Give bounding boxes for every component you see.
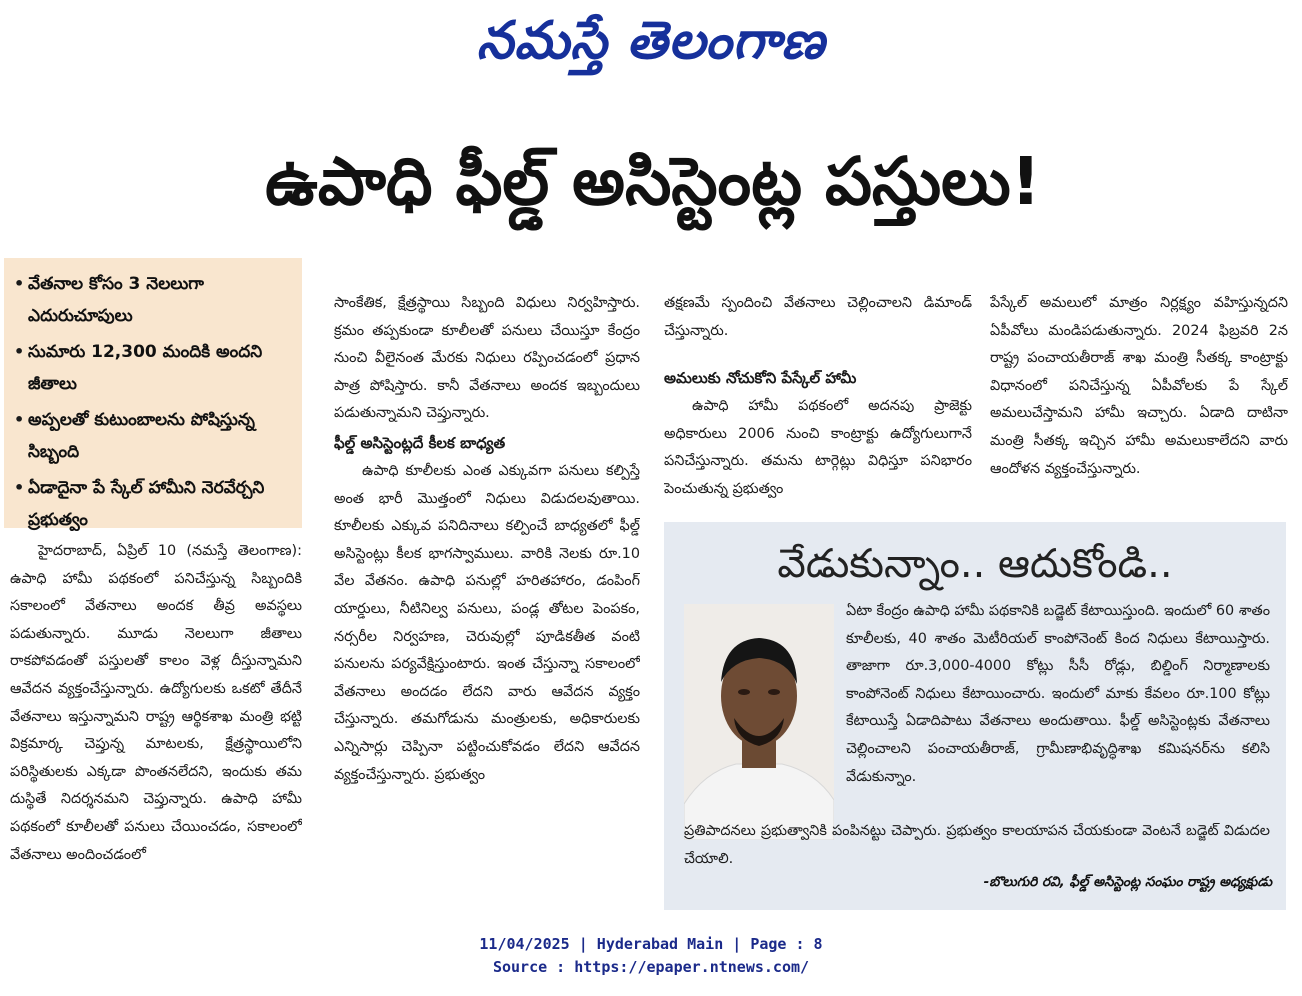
- footer-source-link[interactable]: Source : https://epaper.ntnews.com/: [492, 958, 810, 976]
- article-column-1: [10, 538, 302, 890]
- portrait-photo: [684, 604, 834, 840]
- bullet-icon: •: [14, 342, 25, 361]
- bullet-icon: •: [14, 274, 25, 293]
- box-paragraph: ఏటా కేంద్రం ఉపాధి హామీ పథకానికి బడ్జెట్ కేటాయిస్తుంది. ఇందులో 60 శాతం కూలీలకు, 40 శాతం మెటీరియల్ కాంపోనెంట్ కింద నిధులు కేటాయిస్తారు. తాజాగా రూ.3,000-4000 కోట్లు సీసీ రోడ్లు, బిల్డింగ్ నిర్మాణాలకు కాంపోనెంట్ నిధులు కేటాయించారు. ఇందులో మాకు కేవలం రూ.100 కోట్లు కేటాయిస్తే ఏడాదిపాటు వేతనాలు అందుతాయి. ఫీల్డ్ అసిస్టెంట్లకు వేతనాలు చెల్లించాలని పంచాయతీరాజ్, గ్రామీణాభివృద్ధిశాఖ కమిషనర్‌ను కలిసి వేడుకున్నాం.: [846, 603, 1270, 785]
- highlight-item: [14, 472, 294, 536]
- bullet-icon: •: [14, 478, 25, 497]
- person-portrait-icon: [684, 604, 834, 840]
- highlight-text: సుమారు 12,300 మందికి అందని జీతాలు: [28, 342, 263, 394]
- article-column-2: [334, 290, 640, 900]
- article-paragraph: తక్షణమే స్పందించి వేతనాలు చెల్లించాలని డిమాండ్ చేస్తున్నారు.: [664, 295, 972, 339]
- article-paragraph: ఉపాధి హామీ పథకంలో అదనపు ప్రాజెక్టు అధికారులు 2006 నుంచి కాంట్రాక్టు ఉద్యోగులుగానే పనిచేస్తున్నారు. తమను టార్గెట్లు విధిస్తూ పనిభారం పెంచుతున్న ప్రభుత్వం: [664, 398, 972, 497]
- article-paragraph: పేస్కేల్ అమలులో మాత్రం నిర్లక్ష్యం వహిస్తున్నదని ఏపీవోలు మండిపడుతున్నారు. 2024 ఫిబ్రవరి 2న రాష్ట్ర పంచాయతీరాజ్ శాఖ మంత్రి సీతక్క కాంట్రాక్టు విధానంలో పనిచేస్తున్న ఏపీవోలకు పే స్కేల్ అమలుచేస్తామని హామీ ఇచ్చారు. ఏడాది దాటినా మంత్రి సీతక్క ఇచ్చిన హామీ అమలుకాలేదని వారు ఆందోళన వ్యక్తంచేస్తున్నారు.: [990, 295, 1288, 477]
- highlight-text: ఏడాదైనా పే స్కేల్ హామీని నెరవేర్చని ప్రభుత్వం: [28, 478, 265, 530]
- headline: ఉపాధి ఫీల్డ్ అసిస్టెంట్ల పస్తులు!: [265, 143, 1041, 220]
- highlight-text: అప్పలతో కుటుంబాలను పోషిస్తున్న సిబ్బంది: [28, 410, 255, 462]
- bullet-icon: •: [14, 410, 25, 429]
- article-column-4: [990, 290, 1288, 516]
- quote-box: [664, 522, 1286, 910]
- highlight-item: [14, 336, 294, 400]
- highlight-item: [14, 268, 294, 332]
- article-column-3: [664, 290, 972, 516]
- highlight-item: [14, 404, 294, 468]
- article-paragraph: సాంకేతిక, క్షేత్రస్థాయి సిబ్బంది విధులు నిర్వహిస్తారు. క్రమం తప్పకుండా కూలీలతో పనులు చేయిస్తూ కేంద్రం నుంచి వీలైనంత మేరకు నిధులు రప్పించడంలో ప్రధాన పాత్ర పోషిస్తారు. కానీ వేతనాలు అందక ఇబ్బందులు పడుతున్నామని చెప్తున్నారు.: [334, 295, 640, 422]
- article-paragraph: హైదరాబాద్, ఏప్రిల్ 10 (నమస్తే తెలంగాణ): ఉపాధి హామీ పథకంలో పనిచేస్తున్న సిబ్బందికి సకాలంలో వేతనాలు అందక తీవ్ర అవస్థలు పడుతున్నారు. మూడు నెలలుగా జీతాలు రాకపోవడంతో పస్తులతో కాలం వెళ్ల దీస్తున్నామని ఆవేదన వ్యక్తంచేస్తున్నారు. ఉద్యోగులకు ఒకటో తేదీనే వేతనాలు ఇస్తున్నామని రాష్ట్ర ఆర్థికశాఖ మంత్రి భట్టి విక్రమార్క చెప్తున్న మాటలకు, క్షేత్రస్థాయిలోని పరిస్థితులకు ఎక్కడా పొంతనలేదని, ఇందుకు తమ దుస్థితే నిదర్శనమని చెప్తున్నారు. ఉపాధి హామీ పథకంలో కూలీలతో పనులు చేయించడం, సకాలంలో వేతనాలు అందించడంలో: [10, 543, 302, 863]
- box-title: వేడుకున్నాం.. ఆదుకోండి..: [777, 541, 1173, 587]
- article-paragraph: ఉపాధి కూలీలకు ఎంత ఎక్కువగా పనులు కల్పిస్తే అంత భారీ మొత్తంలో నిధులు విడుదలవుతాయి. కూలీలకు ఎక్కువ పనిదినాలు కల్పించే బాధ్యతలో ఫీల్డ్ అసిస్టెంట్లు కీలక భాగస్వాములు. వారికి నెలకు రూ.10 వేల వేతనం. ఉపాధి పనుల్లో హరితహారం, డంపింగ్ యార్డులు, నీటినిల్వ పనులు, పండ్ల తోటల పెంపకం, నర్సరీల నిర్వహణ, చెరువుల్లో పూడికతీత వంటి పనులను పర్యవేక్షిస్తుంటారు. ఇంత చేస్తున్నా సకాలంలో వేతనాలు అందడం లేదని వారు ఆవేదన వ్యక్తం చేస్తున్నారు. తమగోడును మంత్రులకు, అధికారులకు ఎన్నిసార్లు చెప్పినా పట్టించుకోవడం లేదని ఆవేదన వ్యక్తంచేస్తున్నారు. ప్రభుత్వం: [334, 462, 640, 783]
- masthead-logo: నమస్తే తెలంగాణ: [476, 11, 826, 71]
- box-paragraph: ప్రతిపాదనలు ప్రభుత్వానికి పంపినట్టు చెప్పారు. ప్రభుత్వం కాలయాపన చేయకుండా వెంటనే బడ్జెట్ విడుదల చేయాలి.: [684, 823, 1270, 867]
- subheading: అమలుకు నోచుకోని పేస్కేల్ హామీ: [664, 369, 857, 388]
- footer-date-edition: 11/04/2025 | Hyderabad Main | Page : 8: [479, 935, 823, 953]
- highlights-box: [4, 258, 302, 528]
- quote-attribution: -బొలుగురి రవి, ఫీల్డ్ అసిస్టెంట్ల సంఘం రాష్ట్ర అధ్యక్షుడు: [983, 874, 1272, 890]
- highlight-text: వేతనాల కోసం 3 నెలలుగా ఎదురుచూపులు: [28, 274, 204, 326]
- subheading: ఫీల్డ్ అసిస్టెంట్లదే కీలక బాధ్యత: [334, 433, 506, 452]
